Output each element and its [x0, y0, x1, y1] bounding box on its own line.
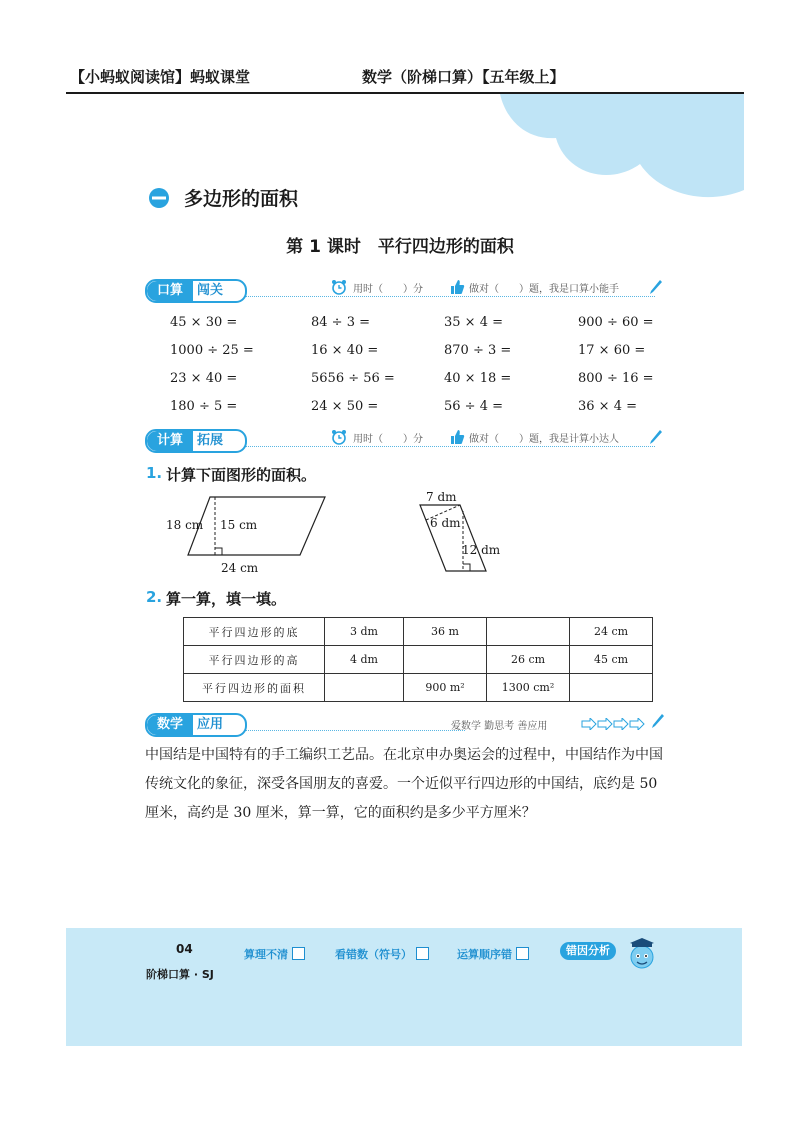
oral-band [145, 279, 665, 301]
oral-question: 180 ÷ 5 = [170, 399, 238, 414]
table-row-header: 平行四边形的底 [184, 618, 325, 646]
apply-badge [145, 713, 247, 737]
table-cell[interactable]: 24 cm [570, 618, 653, 646]
table-cell[interactable] [404, 646, 487, 674]
table-row [184, 674, 653, 702]
lesson-title: 第 1 课时 平行四边形的面积 [286, 237, 514, 257]
error-type-1 [244, 946, 305, 962]
oral-question: 16 × 40 = [311, 343, 379, 358]
oral-question: 23 × 40 = [170, 371, 238, 386]
error-analysis-badge: 错因分析 [560, 942, 616, 960]
apply-badge-a: 数学 [147, 715, 193, 735]
calc-time-info: 用时（ ）分 [353, 434, 423, 445]
table-cell[interactable]: 26 cm [487, 646, 570, 674]
table-cell[interactable]: 36 m [404, 618, 487, 646]
pencil-icon [651, 713, 665, 729]
table-cell[interactable]: 45 cm [570, 646, 653, 674]
fig2-side-label: 12 dm [462, 543, 501, 557]
error-type-2-label: 看错数（符号） [335, 948, 412, 961]
oral-question: 5656 ÷ 56 = [311, 371, 395, 386]
table-row-header: 平行四边形的面积 [184, 674, 325, 702]
alarm-clock-icon [331, 429, 347, 445]
oral-question: 17 × 60 = [578, 343, 646, 358]
band-dotted-rule [245, 730, 465, 731]
oral-badge [145, 279, 247, 303]
thumbs-up-icon [449, 279, 465, 295]
table-cell[interactable] [325, 674, 404, 702]
thumbs-up-icon [449, 429, 465, 445]
oral-question: 45 × 30 = [170, 315, 238, 330]
table-cell[interactable]: 900 m² [404, 674, 487, 702]
fig2-height-label: 6 dm [430, 516, 461, 530]
parallelogram-figure-1 [185, 495, 330, 557]
calc-badge [145, 429, 247, 453]
problem-2-text: 算一算，填一填。 [166, 590, 287, 608]
error-type-3-label: 运算顺序错 [457, 948, 512, 961]
application-problem-text: 中国结是中国特有的手工编织工艺品。在北京申办奥运会的过程中，中国结作为中国传统文化的象征，深受各国朋友的喜爱。一个近似平行四边形的中国结，底约是 50 厘米，高约是 30 厘米，算一算，它的面积约是多少平方厘米？ [145, 747, 663, 821]
table-cell[interactable] [487, 618, 570, 646]
section-bullet-icon [148, 187, 170, 209]
oral-question: 800 ÷ 16 = [578, 371, 654, 386]
problem-1-number: 1. [146, 464, 163, 482]
alarm-clock-icon [331, 279, 347, 295]
band-dotted-rule [245, 296, 655, 297]
pencil-icon [649, 429, 663, 445]
parallelogram-figure-2 [418, 503, 490, 573]
calc-correct-info: 做对（ ）题，我是计算小达人 [469, 434, 619, 445]
oral-question: 40 × 18 = [444, 371, 512, 386]
apply-slogan: 爱数学 勤思考 善应用 [451, 721, 548, 732]
parallelogram-table [183, 617, 653, 702]
oral-badge-a: 口算 [147, 281, 193, 301]
fig1-height-label: 15 cm [220, 518, 258, 532]
apply-badge-b: 应用 [197, 717, 224, 732]
footer-subtitle: 阶梯口算 · SJ [146, 968, 214, 981]
calc-badge-a: 计算 [147, 431, 193, 451]
table-row [184, 618, 653, 646]
oral-question: 35 × 4 = [444, 315, 503, 330]
oral-question: 870 ÷ 3 = [444, 343, 512, 358]
header-right-title: 数学（阶梯口算）【五年级上】 [362, 68, 565, 86]
oral-question: 36 × 4 = [578, 399, 637, 414]
table-cell[interactable]: 1300 cm² [487, 674, 570, 702]
pencil-icon [649, 279, 663, 295]
fig2-top-label: 7 dm [426, 490, 457, 504]
header-left-title: 【小蚂蚁阅读馆】蚂蚁课堂 [70, 68, 251, 86]
section-title: 多边形的面积 [184, 188, 299, 210]
oral-correct-info: 做对（ ）题，我是口算小能手 [469, 284, 619, 295]
problem-2-number: 2. [146, 588, 163, 606]
error-type-3 [457, 946, 529, 962]
error-type-1-checkbox[interactable] [292, 947, 305, 960]
calc-badge-b: 拓展 [197, 433, 224, 448]
error-type-2 [335, 946, 429, 962]
arrows-icon [581, 718, 647, 730]
ant-mascot-icon [622, 935, 662, 975]
oral-question: 24 × 50 = [311, 399, 379, 414]
band-dotted-rule [245, 446, 655, 447]
apply-band [145, 713, 665, 735]
cloud-decoration [500, 94, 744, 212]
page-number: 04 [176, 942, 193, 956]
error-type-1-label: 算理不清 [244, 948, 288, 961]
oral-question: 56 ÷ 4 = [444, 399, 503, 414]
oral-time-info: 用时（ ）分 [353, 284, 423, 295]
oral-question: 1000 ÷ 25 = [170, 343, 254, 358]
fig1-base-label: 24 cm [221, 561, 259, 575]
fig1-side-label: 18 cm [166, 518, 204, 532]
oral-question: 84 ÷ 3 = [311, 315, 370, 330]
table-cell[interactable] [570, 674, 653, 702]
table-row [184, 646, 653, 674]
error-type-2-checkbox[interactable] [416, 947, 429, 960]
problem-1-text: 计算下面图形的面积。 [166, 466, 317, 484]
error-type-3-checkbox[interactable] [516, 947, 529, 960]
oral-badge-b: 闯关 [197, 283, 224, 298]
table-cell[interactable]: 3 dm [325, 618, 404, 646]
table-cell[interactable]: 4 dm [325, 646, 404, 674]
table-row-header: 平行四边形的高 [184, 646, 325, 674]
calc-band [145, 429, 665, 451]
oral-question: 900 ÷ 60 = [578, 315, 654, 330]
